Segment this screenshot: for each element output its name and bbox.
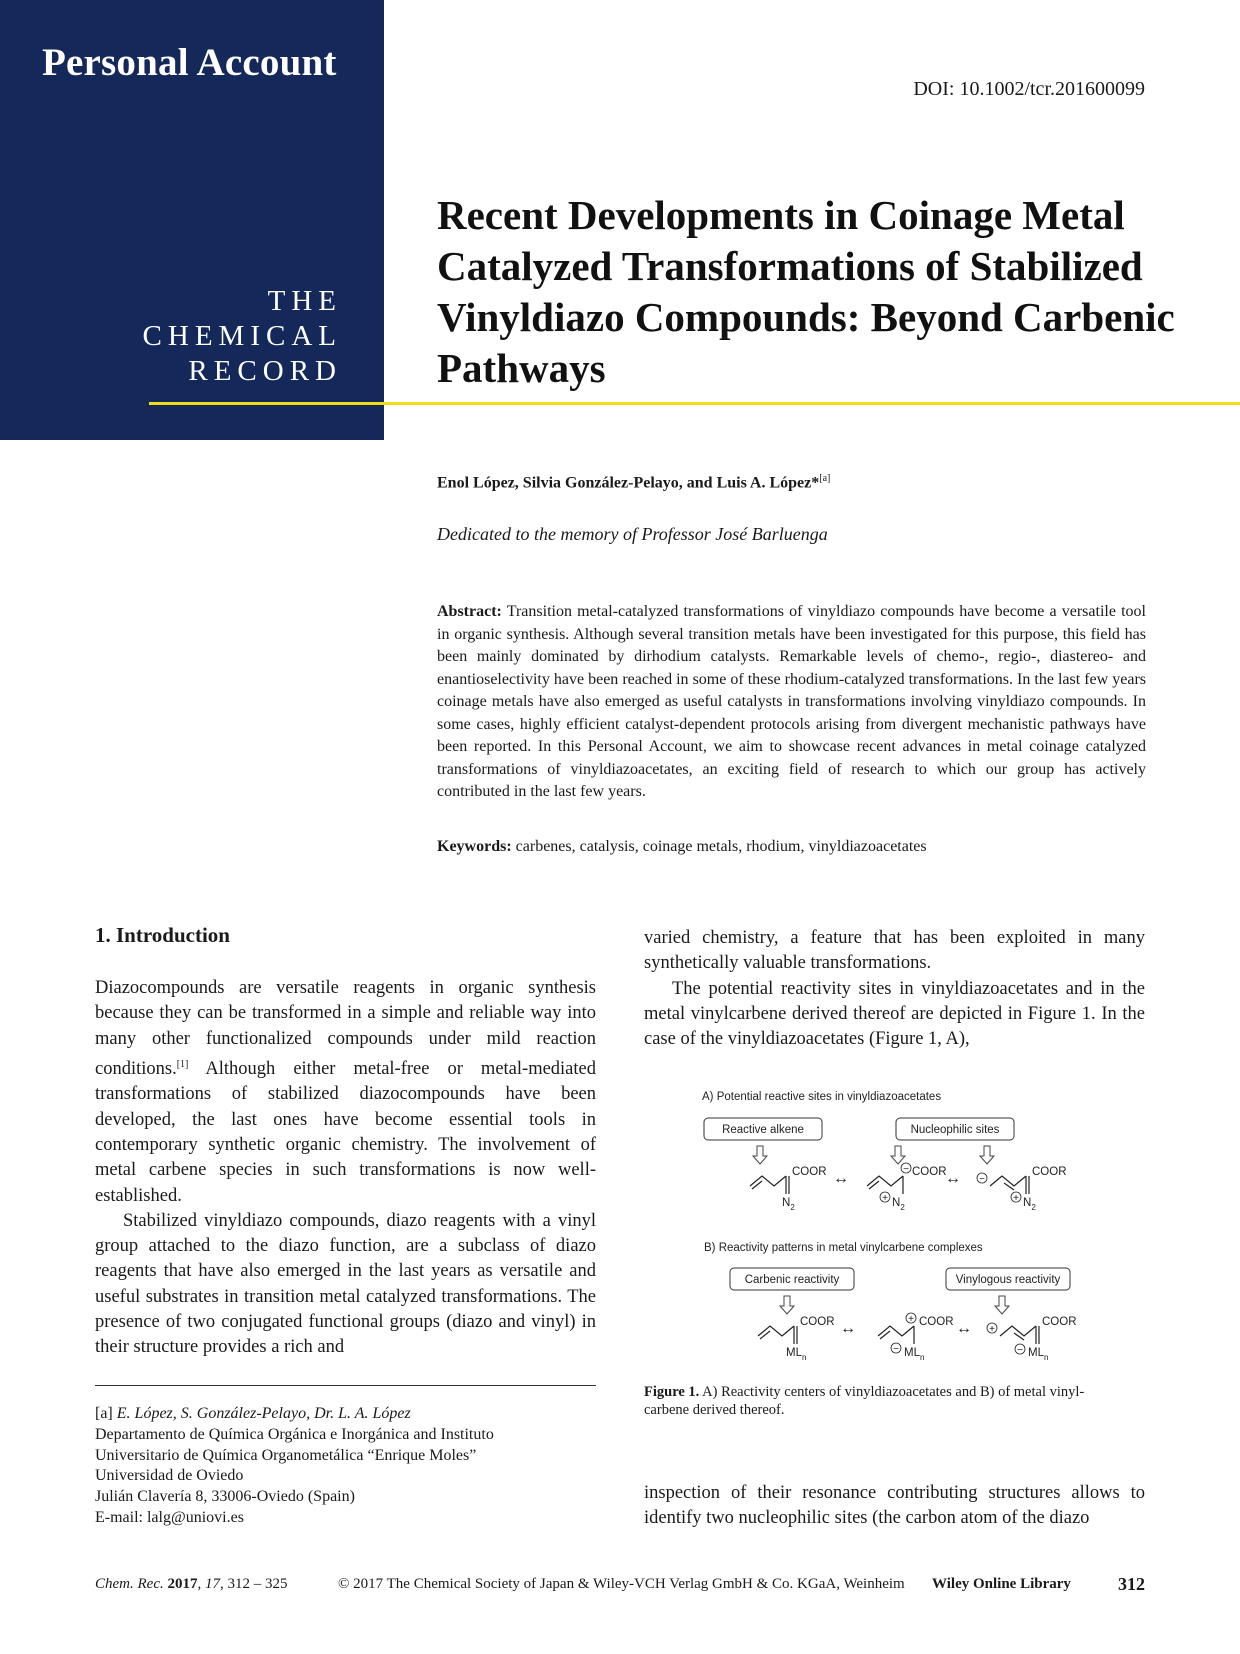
- down-arrow-icon: [753, 1146, 767, 1164]
- page-footer: [0, 1576, 1240, 1600]
- down-arrow-icon: [980, 1146, 994, 1164]
- wiley-online-library-link[interactable]: Wiley Online Library: [932, 1576, 1071, 1592]
- figure-1: [692, 1082, 1090, 1362]
- minus-charge: −: [1017, 1345, 1023, 1356]
- affiliation-mark: [a]: [819, 473, 831, 484]
- figure-caption-text: A) Reactivity centers of vinyldiazoacetates and B) of metal vinyl-carbene derived thereof.: [644, 1384, 1085, 1418]
- plus-charge: +: [989, 1324, 995, 1335]
- author-names: Enol López, Silvia González-Pelayo, and Luis A. López*: [437, 474, 820, 492]
- footnote-divider: [95, 1385, 596, 1386]
- journal-name-line: THE: [267, 285, 342, 317]
- section-heading-introduction: 1. Introduction: [95, 923, 230, 947]
- vinyl-bond: [878, 1326, 914, 1336]
- vinyl-bond: [869, 1181, 879, 1189]
- footnote-line: Julián Clavería 8, 33006-Oviedo (Spain): [95, 1488, 355, 1506]
- label-nucleophilic-sites: Nucleophilic sites: [910, 1124, 1000, 1136]
- plus-charge: +: [1013, 1193, 1019, 1204]
- footnote-line: Universidad de Oviedo: [95, 1467, 244, 1485]
- authors: [437, 473, 830, 492]
- coor-label: COOR: [1042, 1316, 1077, 1328]
- body-column-left: [95, 976, 596, 1361]
- resonance-arrow: ↔: [956, 1320, 972, 1337]
- coor-label: COOR: [792, 1166, 827, 1178]
- minus-charge: −: [979, 1174, 985, 1185]
- n2-label: $N_2$: [1023, 1197, 1036, 1212]
- footnote-mark: [a]: [95, 1405, 113, 1422]
- paragraph: The potential reactivity sites in vinyldiazoacetates and in the metal vinylcarbene derived thereof are depicted in Figure 1. In the case of the vinyldiazoacetates (Figure 1, A),: [644, 978, 1145, 1050]
- abstract-text: Transition metal-catalyzed transformations of vinyldiazo compounds have become a versatile tool in organic synthesis. Although several transition metals have been investigated for this purpose, this field has been mainly dominated by dirhodium catalysts. Remarkable levels of chemo-, regio-, diastereo- and enantioselectivity have been reached in some of these rhodium-catalyzed transformations. In the last few years coinage metals have also emerged as useful catalysts in transformations involving vinyldiazo compounds. In some cases, highly efficient catalyst-dependent protocols arising from divergent mechanistic pathways have been reported. In this Personal Account, we aim to showcase recent advances in metal coinage catalyzed transformations of vinyldiazoacetates, an exciting field of research to which our group has actively contributed in the last few years.: [437, 603, 1146, 800]
- section-label: Personal Account: [42, 41, 337, 84]
- paragraph: Diazocompounds are versatile reagents in organic synthesis because they can be transformed in a simple and reliable way into many other functionalized compounds under mild reaction conditions.[1] Although either metal-free or metal-mediated transformations of stabilized diazocompounds have been developed, the last ones have become essential tools in contemporary synthetic organic chemistry. The involvement of metal carbene species in such transformations is now well-established.: [95, 978, 596, 1206]
- vinyl-bond: [990, 1176, 1026, 1186]
- label-vinylogous-reactivity: Vinylogous reactivity: [955, 1274, 1061, 1286]
- minus-charge: −: [903, 1164, 909, 1175]
- vinyl-bond: [760, 1331, 770, 1339]
- figure-caption: [644, 1383, 1124, 1419]
- vinyl-bond: [750, 1176, 786, 1186]
- plus-charge: +: [882, 1193, 888, 1204]
- n2-label: $N_2$: [782, 1197, 795, 1212]
- footnote-names: E. López, S. González-Pelayo, Dr. L. A. López: [116, 1405, 411, 1422]
- label-carbenic-reactivity: Carbenic reactivity: [744, 1274, 840, 1286]
- figure-heading-a: A) Potential reactive sites in vinyldiazoacetates: [702, 1091, 942, 1103]
- figure-caption-label: Figure 1.: [644, 1384, 700, 1400]
- footnote-line: Departamento de Química Orgánica e Inorgánica and Instituto: [95, 1425, 494, 1443]
- abstract: [437, 601, 1146, 804]
- citation: Chem. Rec. 2017, 17, 312 – 325: [95, 1576, 288, 1592]
- paragraph: Stabilized vinyldiazo compounds, diazo reagents with a vinyl group attached to the diazo function, are a subclass of diazo reagents that have also emerged in the last years as versatile and useful substrates in transition metal catalyzed transformations. The presence of two conjugated functional groups (diazo and vinyl) in their structure provides a rich and: [95, 1210, 596, 1358]
- affiliation-footnote: [95, 1404, 596, 1529]
- vinyl-bond: [880, 1331, 890, 1339]
- keywords-label: Keywords:: [437, 838, 512, 855]
- mln-label: $ML_n$: [904, 1347, 925, 1362]
- journal-name-line: RECORD: [188, 355, 342, 387]
- journal-banner: [0, 0, 384, 440]
- paragraph: varied chemistry, a feature that has been exploited in many synthetically valuable transformations.: [644, 928, 1145, 974]
- journal-name: [143, 284, 342, 389]
- minus-charge: −: [893, 1344, 899, 1355]
- body-column-right-continued: [644, 1481, 1145, 1532]
- label-reactive-alkene: Reactive alkene: [722, 1124, 804, 1136]
- footnote-line: Universitario de Química Organometálica “Enrique Moles”: [95, 1446, 477, 1464]
- coor-label: COOR: [912, 1166, 947, 1178]
- doi: DOI: 10.1002/tcr.201600099: [913, 78, 1145, 100]
- accent-rule: [149, 402, 1240, 405]
- down-arrow-icon: [780, 1296, 794, 1314]
- copyright: © 2017 The Chemical Society of Japan & Wiley-VCH Verlag GmbH & Co. KGaA, Weinheim: [338, 1576, 905, 1592]
- resonance-arrow: ↔: [840, 1320, 856, 1337]
- vinyl-bond: [752, 1181, 762, 1189]
- mln-label: $ML_n$: [1028, 1347, 1049, 1362]
- vinyl-bond: [758, 1326, 794, 1336]
- keywords: [437, 838, 927, 856]
- footnote-email[interactable]: E-mail: lalg@uniovi.es: [95, 1508, 244, 1526]
- coor-label: COOR: [1032, 1166, 1067, 1178]
- footnote-names-line: [95, 1404, 596, 1425]
- resonance-arrow: ↔: [945, 1170, 961, 1187]
- journal-name-line: CHEMICAL: [142, 320, 342, 352]
- body-column-right: [644, 926, 1145, 1052]
- plus-charge: +: [908, 1314, 914, 1325]
- keywords-list: carbenes, catalysis, coinage metals, rhodium, vinyldiazoacetates: [515, 838, 927, 855]
- coor-label: COOR: [800, 1316, 835, 1328]
- mln-label: $ML_n$: [786, 1347, 807, 1362]
- reference-mark[interactable]: [1]: [176, 1058, 189, 1070]
- down-arrow-icon: [995, 1296, 1009, 1314]
- figure-1-graphic: [692, 1082, 1090, 1362]
- vinyl-bond: [867, 1176, 903, 1186]
- article-title: Recent Developments in Coinage Metal Catalyzed Transformations of Stabilized Vinyldiazo Compounds: Beyond Carbenic Pathways: [437, 192, 1175, 391]
- coor-label: COOR: [919, 1316, 954, 1328]
- dedication: Dedicated to the memory of Professor José Barluenga: [437, 524, 828, 544]
- figure-heading-b: B) Reactivity patterns in metal vinylcarbene complexes: [704, 1242, 983, 1254]
- resonance-arrow: ↔: [833, 1170, 849, 1187]
- vinyl-bond: [1000, 1326, 1036, 1336]
- down-arrow-icon: [891, 1146, 905, 1164]
- paragraph: inspection of their resonance contributing structures allows to identify two nucleophilic sites (the carbon atom of the diazo: [644, 1483, 1145, 1529]
- page-number: 312: [1118, 1574, 1145, 1594]
- n2-label: $N_2$: [892, 1197, 905, 1212]
- abstract-label: Abstract:: [437, 603, 502, 620]
